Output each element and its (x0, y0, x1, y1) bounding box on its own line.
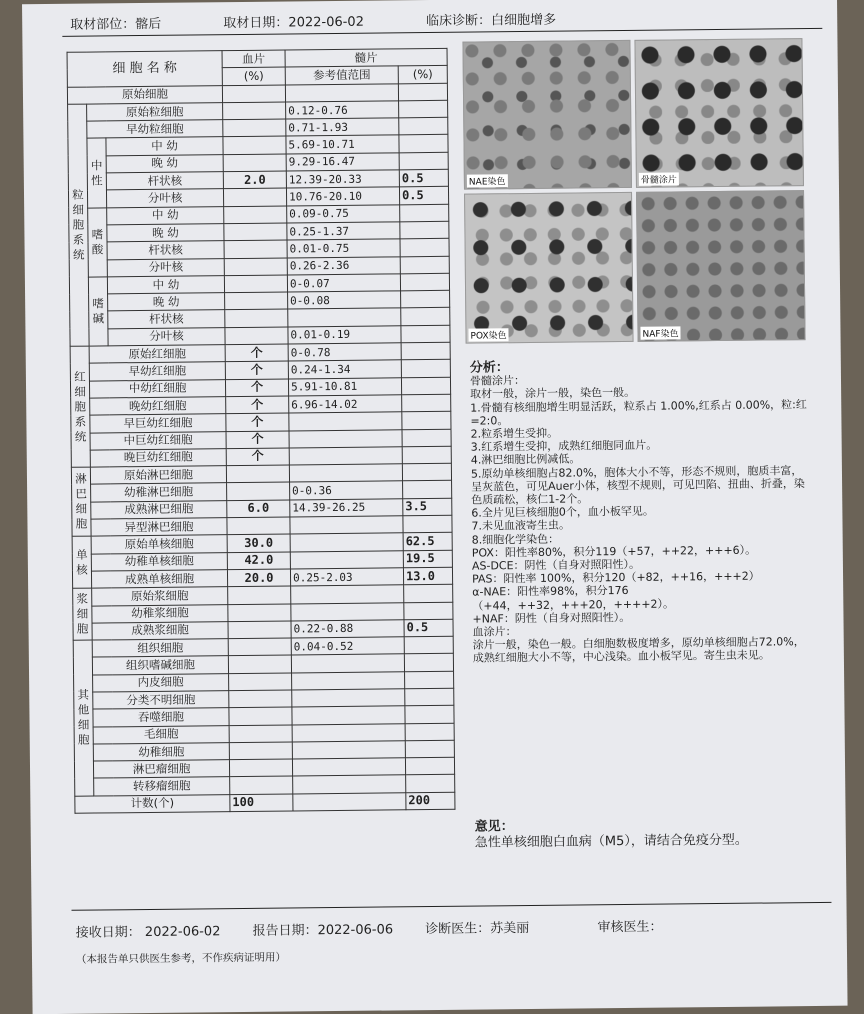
blood-value: 6.0 (227, 500, 290, 518)
subgroup-label-eos: 嗜 酸 (88, 208, 108, 277)
blood-value (228, 586, 291, 604)
nae-caption: NAE染色 (467, 174, 508, 187)
ref-range: 0.09-0.75 (287, 204, 400, 222)
cell-name: 原始粒细胞 (87, 103, 223, 122)
cell-name: 内皮细胞 (93, 673, 229, 692)
marrow-value (404, 636, 453, 654)
marrow-value (400, 221, 449, 239)
ref-range: 0-0.36 (290, 481, 403, 499)
ref-range: 14.39-26.25 (290, 499, 403, 517)
col-blood: 血片 (222, 50, 285, 68)
marrow-value (405, 671, 454, 689)
marrow-value (401, 290, 450, 308)
ref-range: 5.91-10.81 (288, 377, 401, 395)
marrow-value: 3.5 (403, 498, 452, 516)
marrow-value: 0.5 (399, 187, 448, 205)
ref-range: 0.26-2.36 (287, 256, 400, 274)
ref-range (292, 706, 405, 724)
cell-name: 晚 幼 (108, 293, 225, 312)
analysis-line: 5.原幼单核细胞占82.0%，胞体大小不等，形态不规则，胞质丰富，呈灰蓝色，可见Auer小体，核型不规则，可见凹陷、扭曲、折叠，染色质疏松，核仁1-2个。 (470, 463, 805, 507)
blood-value (229, 725, 292, 743)
blood-value: 个 (225, 361, 288, 379)
marrow-value (403, 481, 452, 499)
analysis-line: 8.细胞化学染色： (471, 532, 560, 547)
group-label-ery: 红 细 胞 系 统 (70, 346, 90, 467)
group-label-gran: 粒 细 胞 系 统 (68, 104, 90, 346)
group-label-plasma: 浆 细 胞 (73, 588, 93, 640)
count-marrow: 200 (406, 792, 455, 810)
blood-value (227, 517, 290, 535)
ref-range (291, 602, 404, 620)
marrow-value (401, 325, 450, 343)
marrow-value (400, 273, 449, 291)
analysis-line: α-NAE：阳性率98%，积分176（+44，++32，+++20，++++2）。 (472, 584, 675, 613)
blood-value (228, 621, 291, 639)
analysis-line: 6.全片见巨核细胞0个，血小板罕见。 (471, 504, 654, 520)
cell-name: 晚巨幼红细胞 (90, 448, 226, 467)
col-ref-range: 参考值范围 (285, 66, 398, 84)
analysis-line: POX：阳性率80%，积分119（+57，++22，+++6）。 (471, 543, 757, 560)
analysis-line: PAS：阳性率 100%，积分120（+82，++16，+++2） (472, 569, 760, 586)
subgroup-label-baso: 嗜 碱 (88, 277, 108, 346)
analysis-line: 2.粒系增生受抑。 (470, 426, 559, 441)
clinical-diagnosis: 临床诊断：白细胞增多 (426, 12, 557, 30)
cell-name: 幼稚单核细胞 (91, 552, 227, 571)
cell-name: 毛细胞 (93, 725, 229, 744)
blood-value (229, 742, 292, 760)
ref-range: 6.96-14.02 (289, 395, 402, 413)
count-label: 计数(个) (75, 794, 230, 813)
blood-value (226, 465, 289, 483)
ref-range: 0.01-0.19 (288, 326, 401, 344)
cell-name: 淋巴瘤细胞 (93, 760, 229, 779)
marrow-value: 19.5 (403, 550, 452, 568)
group-label-mono: 单 核 (72, 536, 92, 588)
marrow-caption: 骨髓涂片 (639, 172, 679, 185)
blood-value: 个 (226, 396, 289, 414)
blood-value (227, 482, 290, 500)
blood-value (228, 638, 291, 656)
ref-range (292, 689, 405, 707)
ref-range: 0-0.08 (288, 291, 401, 309)
ref-range (289, 412, 402, 430)
cell-name: 转移瘤细胞 (94, 777, 230, 796)
ref-range: 10.76-20.10 (286, 187, 399, 205)
blood-value (223, 188, 286, 206)
marrow-value (404, 602, 453, 620)
ref-range (289, 464, 402, 482)
marrow-value (405, 723, 454, 741)
blood-value (224, 206, 287, 224)
cell-name: 原始细胞 (67, 85, 222, 104)
ref-range (291, 654, 404, 672)
cell-name: 原始单核细胞 (91, 535, 227, 554)
blood-value (223, 154, 286, 172)
col-marrow-pct: (%) (398, 66, 447, 84)
ref-range (290, 516, 403, 534)
cell-name: 成熟淋巴细胞 (91, 500, 227, 519)
count-blood: 100 (230, 794, 293, 812)
analysis-line: 3.红系增生受抑，成熟红细胞同血片。 (470, 438, 658, 454)
marrow-value (399, 100, 448, 118)
ref-range: 0.25-1.37 (287, 222, 400, 240)
cell-name: 组织嗜碱细胞 (92, 656, 228, 675)
cell-name: 晚 幼 (107, 224, 224, 243)
ref-range: 0.71-1.93 (286, 118, 399, 136)
cell-name: 成熟浆细胞 (92, 621, 228, 640)
nae-stain-image (462, 40, 632, 190)
cell-name: 幼稚浆细胞 (92, 604, 228, 623)
cell-name: 早幼粒细胞 (87, 120, 223, 139)
group-label-other: 其 他 细 胞 (73, 640, 94, 796)
analysis-line: 4.淋巴细胞比例减低。 (470, 452, 581, 468)
count-row (75, 792, 455, 813)
analysis-line: 血涂片： (472, 625, 517, 639)
cell-name: 中幼红细胞 (89, 379, 225, 398)
marrow-value: 13.0 (403, 567, 452, 585)
cell-name: 中 幼 (106, 137, 223, 156)
opinion-title: 意见： (474, 819, 514, 835)
blood-value: 42.0 (227, 552, 290, 570)
cell-count-table (67, 48, 456, 814)
report-date: 报告日期：2022-06-06 (252, 922, 394, 939)
blood-value (223, 102, 286, 120)
analysis-line: 1.骨髓有核细胞增生明显活跃，粒系占 1.00%,红系占 0.00%，粒:红=2:0。 (470, 397, 807, 428)
cell-name: 组织细胞 (92, 639, 228, 658)
ref-range: 0.24-1.34 (288, 360, 401, 378)
marrow-value (405, 757, 454, 775)
cell-name: 分叶核 (108, 327, 225, 346)
report-footer (76, 915, 691, 940)
footer-rule (72, 902, 832, 911)
blood-value (225, 292, 288, 310)
ref-range (290, 550, 403, 568)
marrow-value (402, 429, 451, 447)
analysis-line: 7.未见血液寄生虫。 (471, 518, 571, 534)
cell-name: 幼稚淋巴细胞 (91, 483, 227, 502)
cell-name: 幼稚细胞 (93, 743, 229, 762)
cell-name: 原始红细胞 (89, 345, 225, 364)
marrow-value (401, 377, 450, 395)
cell-name: 分叶核 (106, 189, 223, 208)
cell-name: 异型淋巴细胞 (91, 518, 227, 537)
blood-value (228, 603, 291, 621)
reviewing-doctor: 审核医生： (597, 919, 663, 936)
ref-range (285, 83, 398, 101)
marrow-value (400, 239, 449, 257)
cell-name: 成熟单核细胞 (91, 570, 227, 589)
ref-range: 0.04-0.52 (291, 637, 404, 655)
count-ref (293, 793, 406, 811)
marrow-value (399, 152, 448, 170)
col-cell-name: 细 胞 名 称 (67, 51, 222, 87)
cell-name: 杆状核 (108, 310, 225, 329)
marrow-value (405, 688, 454, 706)
analysis-line: 涂片一般，染色一般。白细胞数极度增多，原幼单核细胞占72.0%，成熟红细胞大小不等，中心浅染。血小板罕见。寄生虫未见。 (472, 635, 805, 666)
blood-value (228, 655, 291, 673)
blood-value: 个 (226, 448, 289, 466)
analysis-line: AS-DCE：阴性（自身对照阳性）。 (471, 557, 641, 573)
blood-value (229, 707, 292, 725)
cell-name: 分叶核 (107, 258, 224, 277)
ref-range (290, 533, 403, 551)
ref-range: 5.69-10.71 (286, 135, 399, 153)
marrow-value (403, 515, 452, 533)
cell-name: 原始淋巴细胞 (90, 466, 226, 485)
marrow-value (405, 706, 454, 724)
blood-value: 个 (226, 431, 289, 449)
blood-value: 个 (225, 379, 288, 397)
ref-range (291, 585, 404, 603)
pox-stain-image (464, 192, 634, 344)
pox-caption: POX染色 (468, 328, 508, 341)
disclaimer-note: （本报告单只供医生参考，不作疾病证明用） (75, 951, 287, 966)
marrow-value (406, 775, 455, 793)
stain-images (462, 38, 825, 342)
marrow-value (399, 135, 448, 153)
marrow-value (402, 463, 451, 481)
diagnosing-doctor: 诊断医生：苏美丽 (425, 921, 530, 938)
subgroup-label-neut: 中 性 (87, 138, 107, 207)
ref-range: 0.01-0.75 (287, 239, 400, 257)
blood-value (223, 119, 286, 137)
ref-range: 9.29-16.47 (286, 153, 399, 171)
marrow-value (399, 118, 448, 136)
report-header (70, 8, 614, 33)
analysis-body (470, 371, 813, 665)
marrow-value (400, 204, 449, 222)
ref-range (292, 758, 405, 776)
marrow-value: 62.5 (403, 533, 452, 551)
ref-range (289, 447, 402, 465)
marrow-value (400, 256, 449, 274)
blood-value (224, 240, 287, 258)
col-marrow: 髓片 (285, 48, 447, 67)
marrow-value (405, 740, 454, 758)
report-paper (22, 0, 848, 1014)
analysis-section (470, 358, 813, 665)
blood-value (230, 776, 293, 794)
cell-name: 晚 幼 (106, 154, 223, 173)
cell-name: 早巨幼红细胞 (90, 414, 226, 433)
ref-range: 0-0.07 (287, 274, 400, 292)
cell-name: 杆状核 (107, 241, 224, 260)
blood-value: 个 (225, 344, 288, 362)
ref-range (292, 671, 405, 689)
marrow-value (401, 342, 450, 360)
cell-name: 晚幼红细胞 (90, 397, 226, 416)
cell-name: 吞噬细胞 (93, 708, 229, 727)
sample-date: 取材日期：2022-06-02 (223, 14, 365, 32)
cell-name: 中 幼 (107, 276, 224, 295)
analysis-line: 骨髓涂片： (469, 374, 526, 388)
blood-value (225, 309, 288, 327)
cell-name: 中 幼 (107, 206, 224, 225)
blood-value (223, 136, 286, 154)
ref-range: 0.12-0.76 (286, 101, 399, 119)
marrow-value: 0.5 (399, 169, 448, 187)
ref-range (288, 308, 401, 326)
blood-value (222, 85, 285, 103)
cell-name: 杆状核 (106, 172, 223, 191)
blood-value (224, 275, 287, 293)
opinion-text: 急性单核细胞白血病（M5），请结合免疫分型。 (474, 832, 748, 851)
marrow-value (402, 412, 451, 430)
ref-range (293, 775, 406, 793)
analysis-line: +NAF：阴性（自身对照阳性）。 (472, 610, 631, 626)
blood-value (224, 258, 287, 276)
marrow-value (402, 394, 451, 412)
blood-value: 20.0 (227, 569, 290, 587)
analysis-line: 取材一般，涂片一般，染色一般。 (470, 386, 636, 402)
ref-range: 0.22-0.88 (291, 620, 404, 638)
ref-range (292, 741, 405, 759)
marrow-value (398, 83, 447, 101)
cell-name: 分类不明细胞 (93, 691, 229, 710)
blood-value (229, 759, 292, 777)
blood-value: 个 (226, 413, 289, 431)
blood-value (229, 690, 292, 708)
cell-name: 原始浆细胞 (92, 587, 228, 606)
marrow-value (404, 584, 453, 602)
blood-value: 30.0 (227, 534, 290, 552)
blood-value (229, 673, 292, 691)
blood-value (224, 223, 287, 241)
marrow-smear-image (634, 38, 804, 188)
ref-range: 12.39-20.33 (286, 170, 399, 188)
marrow-value (402, 446, 451, 464)
cell-name: 早幼红细胞 (89, 362, 225, 381)
marrow-value (401, 308, 450, 326)
analysis-title: 分析： (469, 360, 509, 376)
ref-range: 0-0.78 (288, 343, 401, 361)
blood-value (225, 327, 288, 345)
group-label-lym: 淋 巴 细 胞 (71, 467, 91, 536)
marrow-value: 0.5 (404, 619, 453, 637)
ref-range: 0.25-2.03 (290, 568, 403, 586)
marrow-value (401, 360, 450, 378)
ref-range (289, 429, 402, 447)
col-blood-pct: (%) (222, 67, 285, 85)
opinion-section (475, 816, 815, 852)
ref-range (292, 723, 405, 741)
marrow-value (404, 654, 453, 672)
sample-site: 取材部位：髂后 (70, 16, 162, 33)
cell-name: 中巨幼红细胞 (90, 431, 226, 450)
naf-caption: NAF染色 (640, 326, 680, 339)
received-date: 接收日期： 2022-06-02 (75, 924, 221, 941)
blood-value: 2.0 (223, 171, 286, 189)
naf-stain-image (636, 190, 806, 342)
